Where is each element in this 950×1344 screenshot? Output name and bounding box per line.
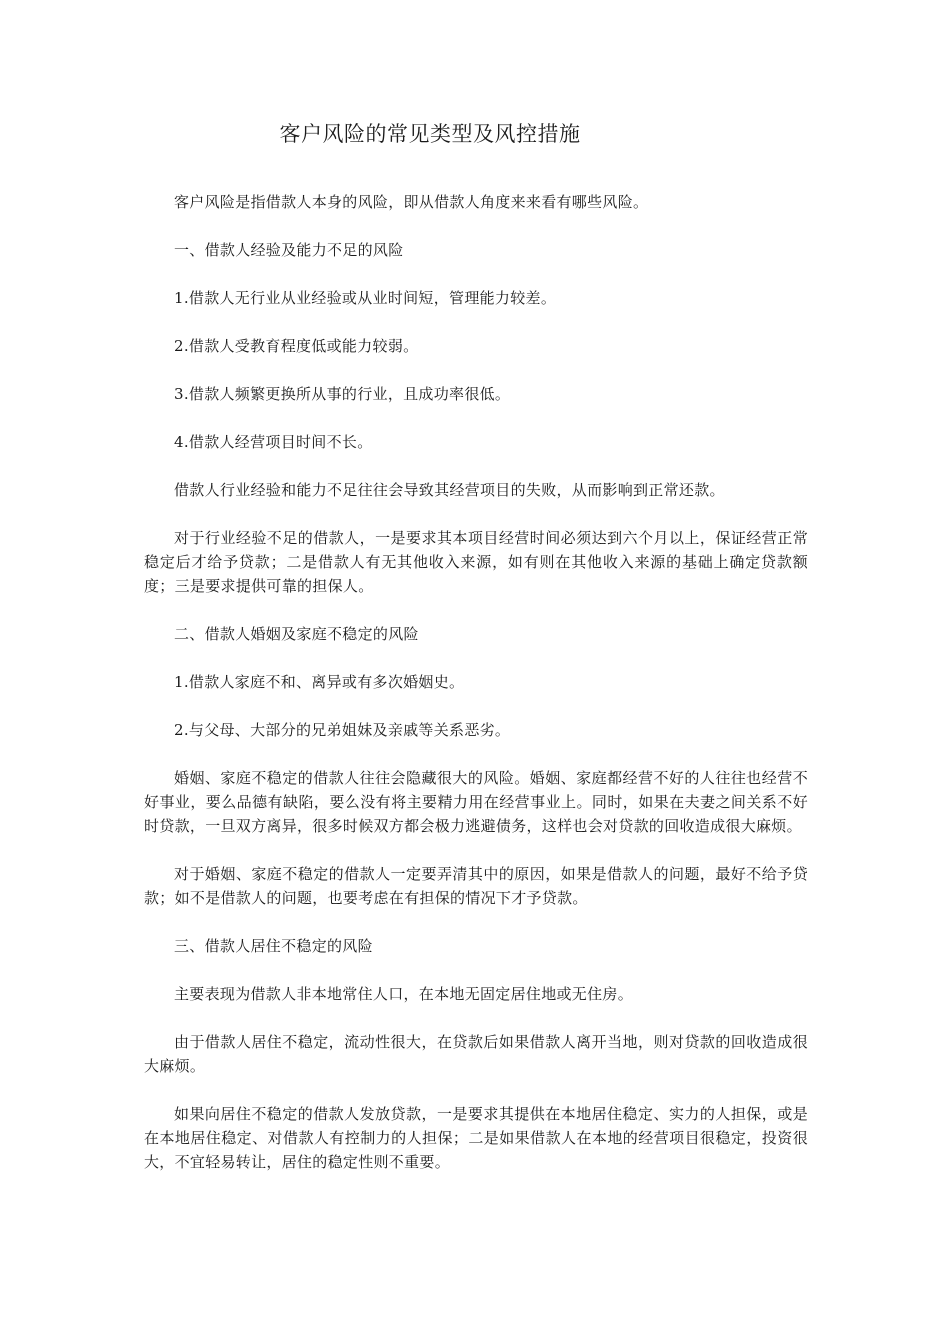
- list-item: 3.借款人频繁更换所从事的行业，且成功率很低。: [174, 385, 511, 403]
- body-paragraph: 对于婚姻、家庭不稳定的借款人一定要弄清其中的原因，如果是借款人的问题，最好不给予贷款；如不是借款人的问题，也要考虑在有担保的情况下才予贷款。: [144, 865, 808, 907]
- body-paragraph: 由于借款人居住不稳定，流动性很大，在贷款后如果借款人离开当地，则对贷款的回收造成很大麻烦。: [144, 1033, 808, 1075]
- body-paragraph: 主要表现为借款人非本地常住人口，在本地无固定居住地或无住房。: [174, 985, 634, 1003]
- list-item: 2.借款人受教育程度低或能力较弱。: [174, 337, 419, 355]
- list-item: 1.借款人家庭不和、离异或有多次婚姻史。: [174, 673, 465, 691]
- intro-paragraph: 客户风险是指借款人本身的风险，即从借款人角度来来看有哪些风险。: [174, 193, 649, 211]
- body-paragraph: 借款人行业经验和能力不足往往会导致其经营项目的失败，从而影响到正常还款。: [174, 481, 725, 499]
- page-title: 客户风险的常见类型及风控措施: [279, 122, 581, 146]
- body-paragraph: 对于行业经验不足的借款人，一是要求其本项目经营时间必须达到六个月以上，保证经营正常稳定后才给予贷款；二是借款人有无其他收入来源，如有则在其他收入来源的基础上确定贷款额度；三是要求提供可靠的担保人。: [144, 529, 808, 595]
- section-heading-2: 二、借款人婚姻及家庭不稳定的风险: [174, 625, 419, 643]
- body-paragraph: 如果向居住不稳定的借款人发放贷款，一是要求其提供在本地居住稳定、实力的人担保，或是在本地居住稳定、对借款人有控制力的人担保；二是如果借款人在本地的经营项目很稳定，投资很大，不宜轻易转让，居住的稳定性则不重要。: [144, 1105, 808, 1171]
- body-paragraph: 婚姻、家庭不稳定的借款人往往会隐藏很大的风险。婚姻、家庭都经营不好的人往往也经营不好事业，要么品德有缺陷，要么没有将主要精力用在经营事业上。同时，如果在夫妻之间关系不好时贷款，一旦双方离异，很多时候双方都会极力逃避债务，这样也会对贷款的回收造成很大麻烦。: [144, 769, 808, 835]
- list-item: 1.借款人无行业从业经验或从业时间短，管理能力较差。: [174, 289, 557, 307]
- list-item: 4.借款人经营项目时间不长。: [174, 433, 373, 451]
- list-item: 2.与父母、大部分的兄弟姐妹及亲戚等关系恶劣。: [174, 721, 511, 739]
- section-heading-1: 一、借款人经验及能力不足的风险: [174, 241, 404, 259]
- section-heading-3: 三、借款人居住不稳定的风险: [174, 937, 373, 955]
- document-body: [144, 190, 808, 1174]
